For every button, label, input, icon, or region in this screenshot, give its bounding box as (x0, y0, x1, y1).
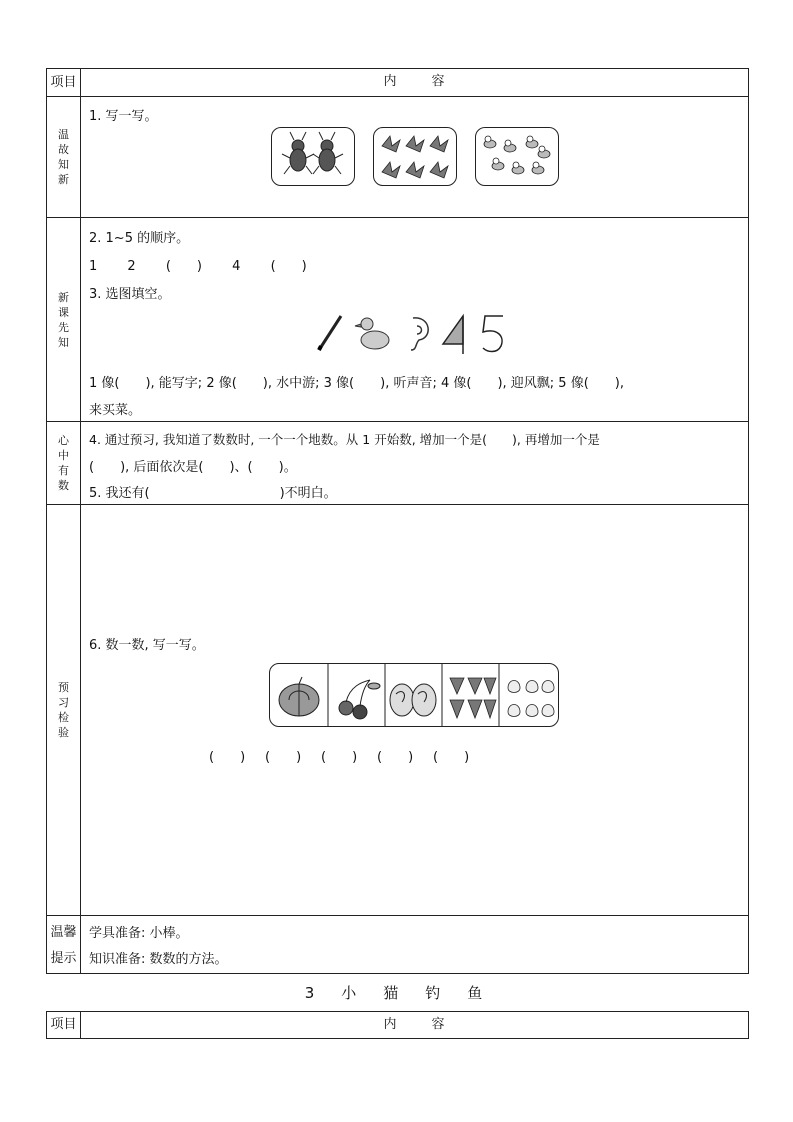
question-3-fill-line-2: 来买菜。 (89, 403, 142, 418)
worksheet-table-2 (46, 1011, 749, 1039)
answer-blank[interactable]: ( ) (265, 750, 302, 765)
question-1: 1. 写一写。 (89, 109, 158, 124)
sequence-item: 2 (127, 259, 136, 274)
section-review-label: 温故知新 (58, 128, 69, 186)
section-check-label: 预习检验 (58, 681, 69, 739)
strawberry-icon (450, 678, 496, 718)
tips-label-a: 温馨 (50, 924, 77, 940)
flag-4-shape (443, 316, 463, 354)
section-review-cell (47, 97, 81, 218)
sequence-blank: ( ) (270, 259, 307, 274)
counting-answer-row (209, 746, 489, 765)
question-3-fill-line-1: 1 像( ), 能写字; 2 像( ), 水中游; 3 像( ), 听声音; 4 像( ), 迎风飘; 5 像( ), (89, 376, 624, 391)
tips-label-b: 提示 (50, 950, 77, 966)
ear-icon (411, 318, 428, 350)
section-preview-content (81, 218, 749, 422)
peach-icon (508, 681, 554, 717)
section-check-content (81, 505, 749, 916)
sequence-blank: ( ) (165, 259, 202, 274)
bee-group-icon (475, 127, 559, 186)
section-preview-cell (47, 218, 81, 422)
tips-content (81, 916, 749, 974)
question-2: 2. 1~5 的顺序。 (89, 231, 190, 246)
header-project-cell-2 (47, 1012, 81, 1039)
sequence-row (89, 255, 333, 274)
number-shape-pictures (311, 310, 521, 356)
pumpkin-icon (279, 677, 319, 716)
tip-line-1: 学具准备: 小棒。 (89, 926, 189, 941)
header-content-label-a-2: 内 (383, 1017, 398, 1032)
question-6: 6. 数一数, 写一写。 (89, 638, 205, 653)
answer-blank[interactable]: ( ) (433, 750, 470, 765)
question-4-line-1: 4. 通过预习, 我知道了数数时, 一个一个地数。从 1 开始数, 增加一个是( ), 再增加一个是 (89, 432, 600, 447)
header-content-label-b-2: 容 (431, 1017, 446, 1032)
section-preview-label: 新课先知 (58, 290, 69, 349)
counting-picture-strip (269, 663, 559, 727)
answer-blank[interactable]: ( ) (377, 750, 414, 765)
header-project-label-2: 项目 (50, 1017, 77, 1032)
duck-icon (355, 318, 389, 349)
sequence-item: 4 (232, 259, 241, 274)
answer-blank[interactable]: ( ) (321, 750, 358, 765)
question-5: 5. 我还有( )不明白。 (89, 486, 337, 501)
section-review-content (81, 97, 749, 218)
butterfly-group-icon (373, 127, 457, 186)
sequence-item: 1 (89, 259, 98, 274)
tips-cell (47, 916, 81, 974)
header-content-label-a: 内 (383, 74, 398, 89)
hook-5-shape (483, 316, 503, 352)
section-check-cell (47, 505, 81, 916)
header-content-cell (81, 69, 749, 97)
section-understand-label: 心中有数 (58, 434, 69, 492)
cherry-icon (339, 680, 380, 719)
header-content-label-b: 容 (431, 74, 446, 89)
ant-pair-icon (271, 127, 355, 186)
question-4-line-2: ( ), 后面依次是( )、( )。 (89, 460, 297, 475)
header-project-cell (47, 69, 81, 97)
header-content-cell-2 (81, 1012, 749, 1039)
question-3: 3. 选图填空。 (89, 287, 171, 302)
tip-line-2: 知识准备: 数数的方法。 (89, 952, 228, 967)
section-understand-cell (47, 422, 81, 505)
section-understand-content (81, 422, 749, 505)
header-project-label: 项目 (50, 74, 77, 90)
pencil-icon (319, 316, 341, 350)
cabbage-icon (390, 684, 436, 716)
answer-blank[interactable]: ( ) (209, 750, 246, 765)
lesson-title: 3 小 猫 钓 鱼 (304, 984, 489, 1002)
worksheet-table (46, 68, 749, 974)
